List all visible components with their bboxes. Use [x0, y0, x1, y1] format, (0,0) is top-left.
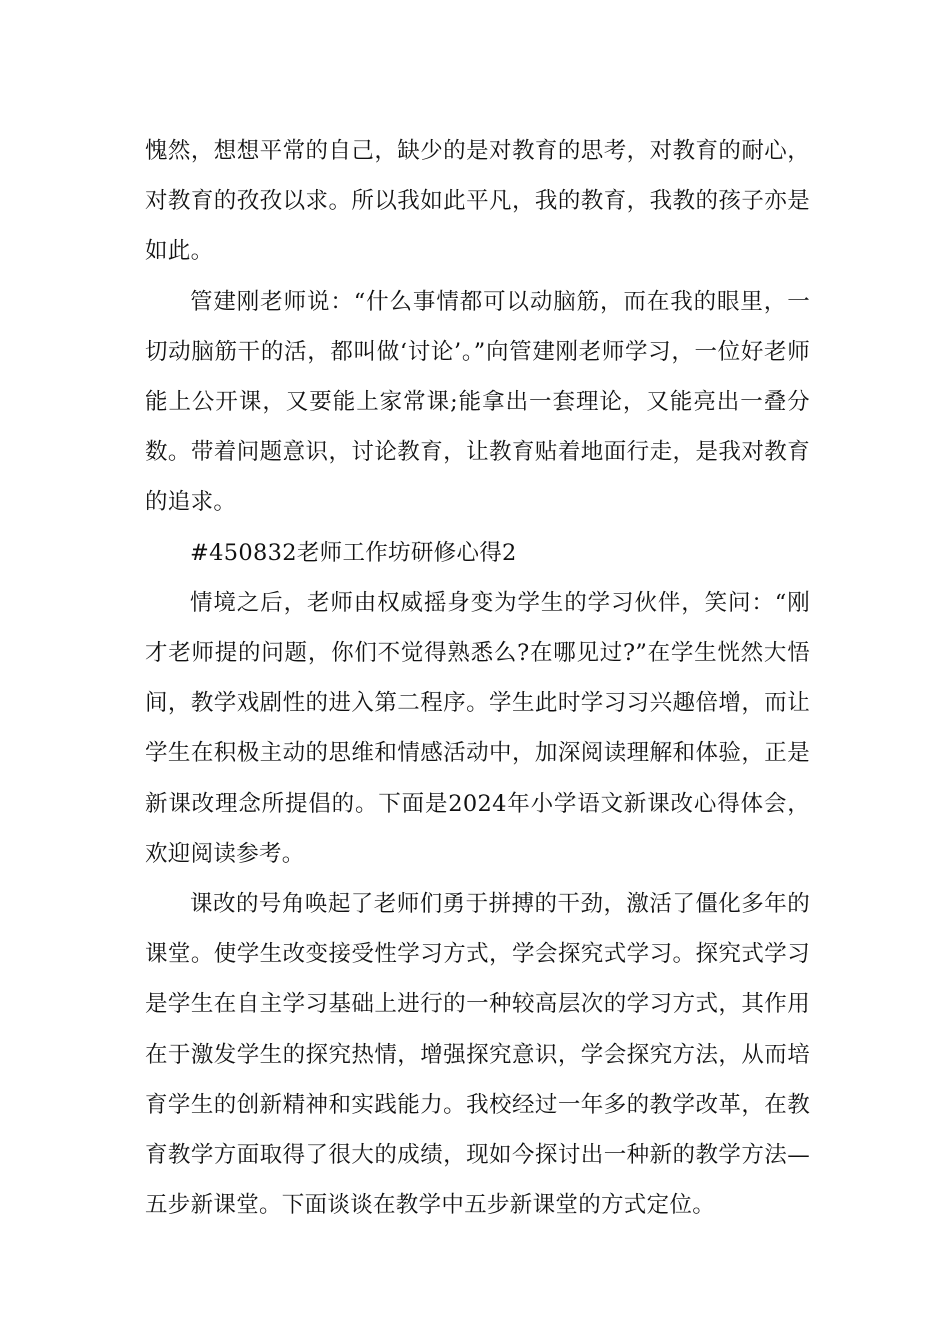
document-page: [145, 126, 810, 1230]
paragraph-curriculum-reform: 课改的号角唤起了老师们勇于拼搏的干劲，激活了僵化多年的课堂。使学生改变接受性学习方式，学会探究式学习。探究式学习是学生在自主学习基础上进行的一种较高层次的学习方式，其作用在于激发学生的探究热情，增强探究意识，学会探究方法，从而培育学生的创新精神和实践能力。我校经过一年多的教学改革，在教育教学方面取得了很大的成绩，现如今探讨出一种新的教学方法—五步新课堂。下面谈谈在教学中五步新课堂的方式定位。: [145, 891, 810, 1219]
paragraph-quote-guan-jiangang: 管建刚老师说：“什么事情都可以动脑筋，而在我的眼里，一切动脑筋干的活，都叫做‘讨论’。”向管建刚老师学习，一位好老师能上公开课，又要能上家常课;能拿出一套理论，又能亮出一叠分数。带着问题意识，讨论教育，让教育贴着地面行走，是我对教育的追求。: [145, 288, 810, 516]
section-heading: #450832老师工作坊研修心得2: [190, 539, 517, 566]
paragraph-continuation: 愧然，想想平常的自己，缺少的是对教育的思考，对教育的耐心，对教育的孜孜以求。所以我如此平凡，我的教育，我教的孩子亦是如此。: [145, 138, 810, 265]
paragraph-situation: 情境之后，老师由权威摇身变为学生的学习伙伴，笑问：“刚才老师提的问题，你们不觉得熟悉么?在哪见过?”在学生恍然大悟间，教学戏剧性的进入第二程序。学生此时学习习兴趣倍增，而让学生在积极主动的思维和情感活动中，加深阅读理解和体验，正是新课改理念所提倡的。下面是2024年小学语文新课改心得体会，欢迎阅读参考。: [145, 589, 810, 867]
